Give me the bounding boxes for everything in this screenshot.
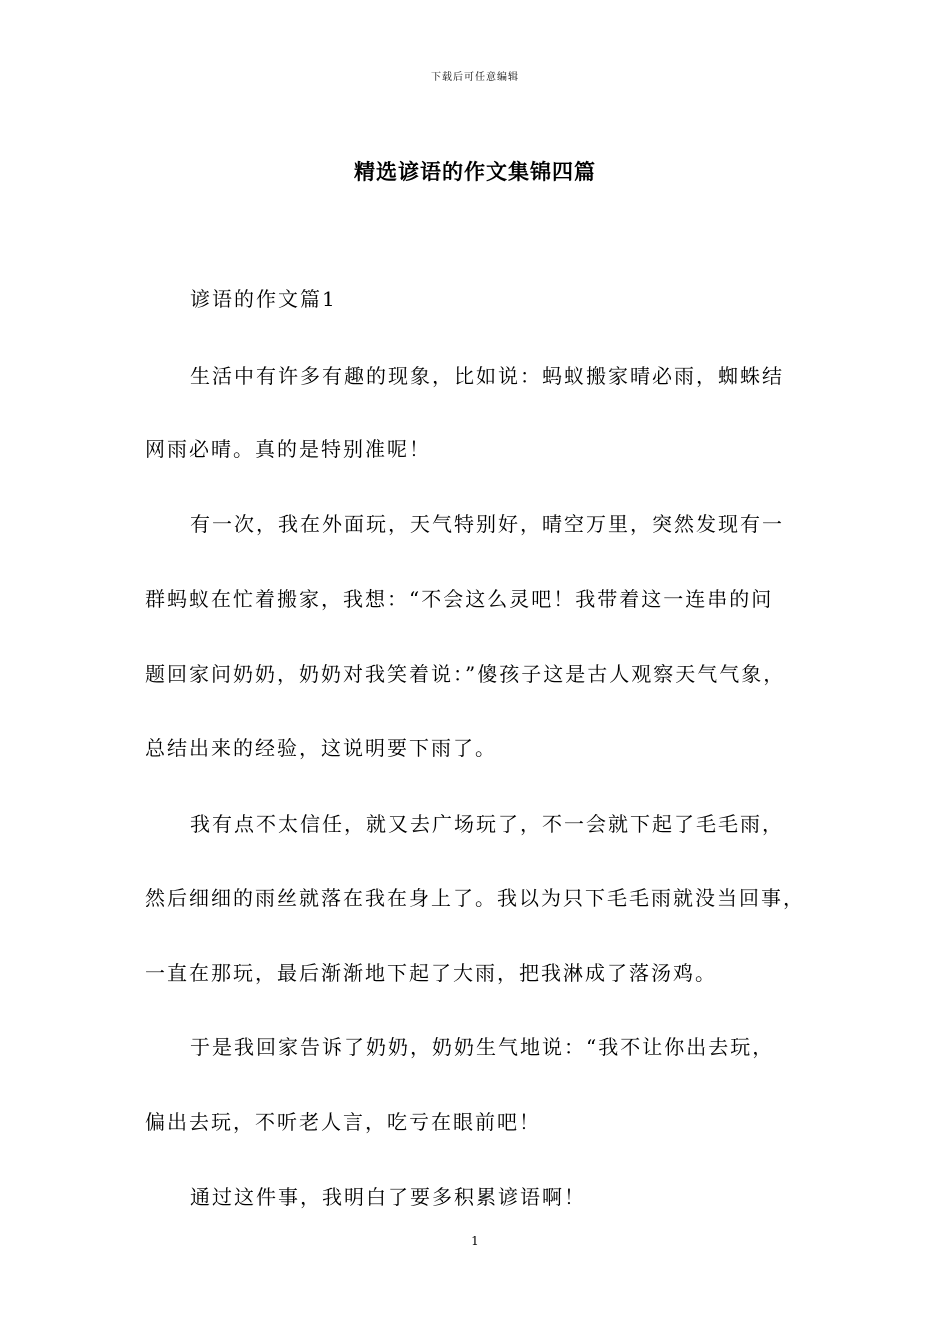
paragraph-line: 一直在那玩，最后渐渐地下起了大雨，把我淋成了落汤鸡。 [145, 961, 717, 985]
paragraph-line: 群蚂蚁在忙着搬家，我想：“不会这么灵吧！我带着这一连串的问 [145, 587, 774, 611]
paragraph-line: 偏出去玩，不听老人言，吃亏在眼前吧！ [145, 1110, 541, 1134]
header-note: 下载后可任意编辑 [431, 72, 519, 83]
paragraph-line: 总结出来的经验，这说明要下雨了。 [145, 736, 497, 760]
paragraph-line: 我有点不太信任，就又去广场玩了，不一会就下起了毛毛雨， [190, 812, 784, 836]
paragraph-line: 生活中有许多有趣的现象，比如说：蚂蚁搬家晴必雨，蜘蛛结 [190, 364, 784, 388]
paragraph-line: 有一次，我在外面玩，天气特别好，晴空万里，突然发现有一 [190, 512, 784, 536]
paragraph-line: 通过这件事，我明白了要多积累谚语啊！ [190, 1185, 586, 1209]
paragraph-line: 于是我回家告诉了奶奶，奶奶生气地说：“我不让你出去玩， [190, 1035, 775, 1059]
document-title: 精选谚语的作文集锦四篇 [354, 159, 596, 184]
paragraph-line: 然后细细的雨丝就落在我在身上了。我以为只下毛毛雨就没当回事， [145, 886, 805, 910]
paragraph-line: 题回家问奶奶，奶奶对我笑着说：”傻孩子这是古人观察天气气象， [145, 662, 786, 686]
page-number: 1 [471, 1234, 479, 1248]
section-heading: 谚语的作文篇1 [190, 287, 337, 311]
paragraph-line: 网雨必晴。真的是特别准呢！ [145, 437, 431, 461]
